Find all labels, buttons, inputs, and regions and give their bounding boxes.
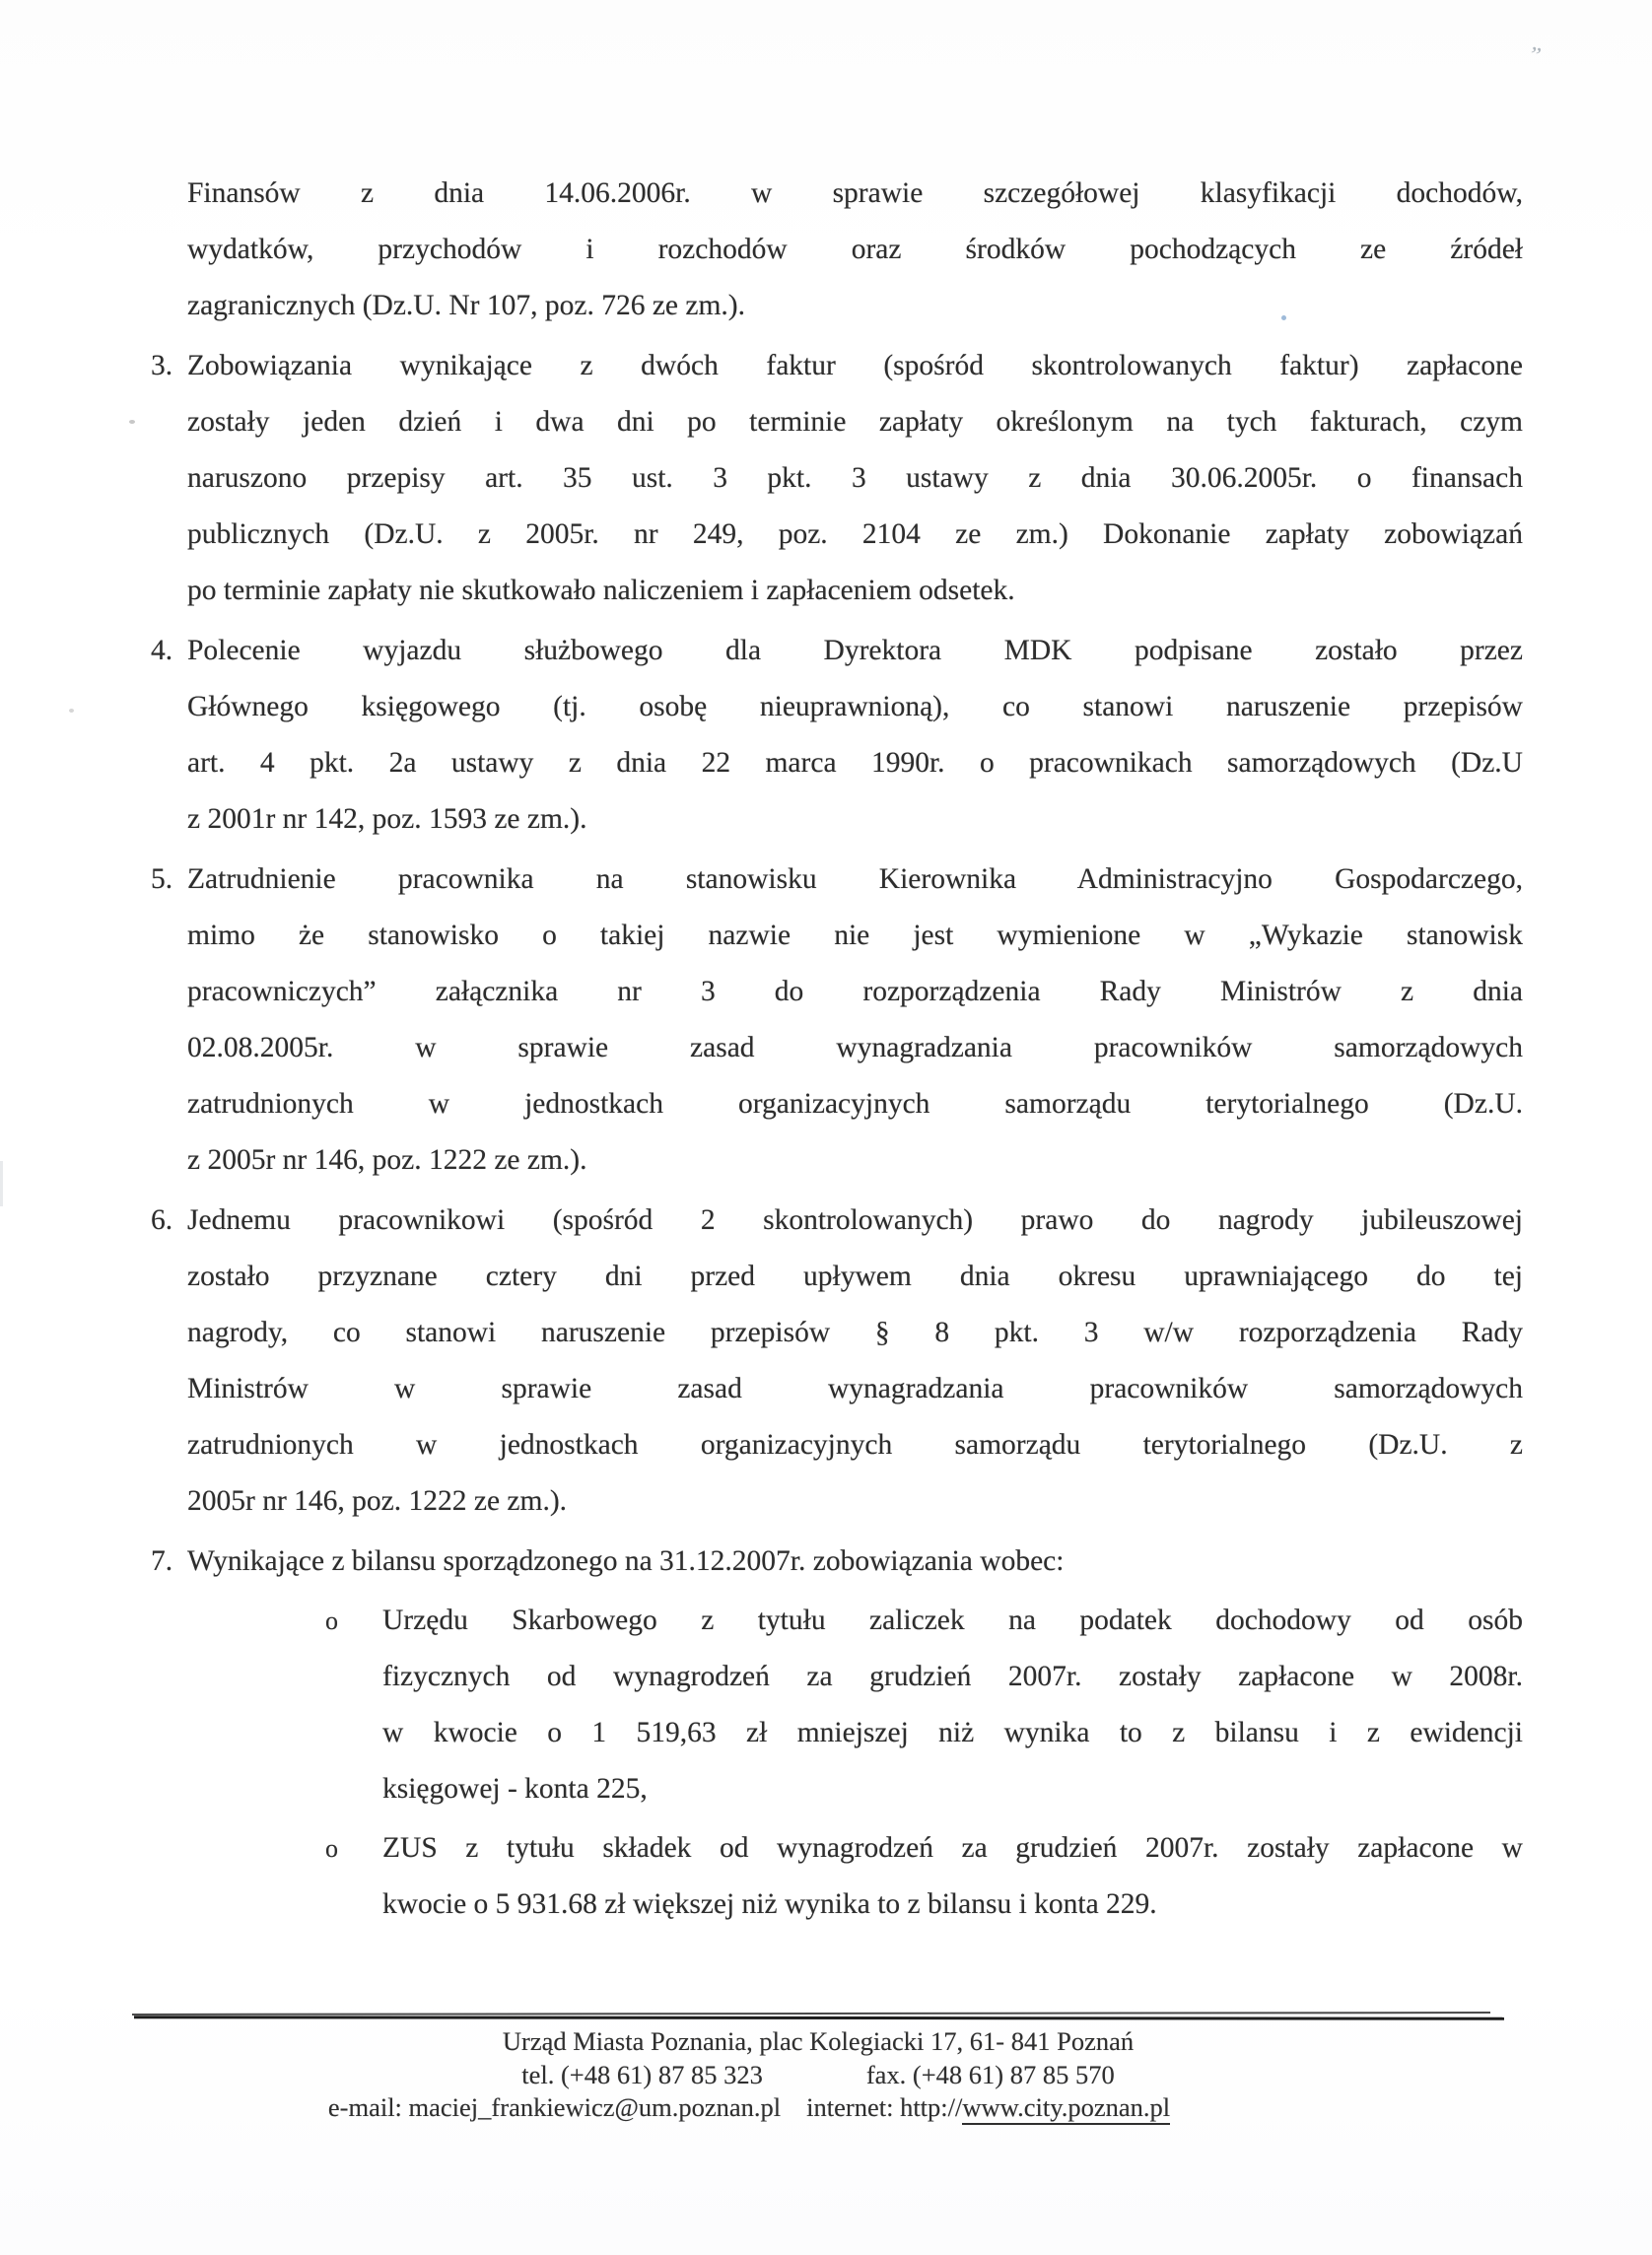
footer-email-line (59, 2091, 1439, 2125)
text-line: Finansów z dnia 14.06.2006r. w sprawie szczegółowej klasyfikacji dochodów, (187, 177, 1523, 209)
paragraph-continuation (187, 166, 1523, 334)
text-line: ZUS z tytułu składek od wynagrodzeń za grudzień 2007r. zostały zapłacone w (382, 1832, 1523, 1864)
footer-internet-label: internet: http:// (806, 2092, 963, 2122)
scan-speck (69, 709, 74, 713)
footer-tel-fax (128, 2059, 1508, 2092)
text-line: 2005r nr 146, poz. 1222 ze zm.). (187, 1485, 568, 1517)
text-line: Zatrudnienie pracownika na stanowisku Kierownika Administracyjno Gospodarczego, (187, 863, 1523, 895)
text-line: art. 4 pkt. 2a ustawy z dnia 22 marca 1990r. o pracownikach samorządowych (Dz.U (187, 747, 1523, 779)
scan-speck (129, 420, 135, 424)
list-item-5-number: 5. (151, 863, 173, 895)
list-item-7-number: 7. (151, 1545, 173, 1577)
footer-tel: tel. (+48 61) 87 85 323 (521, 2059, 763, 2089)
footer-email: e-mail: maciej_frankiewicz@um.poznan.pl (327, 2092, 782, 2122)
list-item-7 (151, 1534, 1523, 1590)
footer-divider (132, 2013, 1504, 2019)
scan-speck: ” (1527, 42, 1544, 70)
text-line: Jednemu pracownikowi (spośród 2 skontrolowanych) prawo do nagrody jubileuszowej (187, 1204, 1523, 1236)
text-line: 02.08.2005r. w sprawie zasad wynagradzania pracowników samorządowych (187, 1032, 1523, 1063)
text-line: zostało przyznane cztery dni przed upływem dnia okresu uprawniającego do tej (187, 1261, 1523, 1292)
footer-fax: fax. (+48 61) 87 85 570 (865, 2059, 1115, 2089)
list-item-3 (151, 338, 1523, 619)
list-item-6-number: 6. (151, 1204, 173, 1236)
text-line: z 2001r nr 142, poz. 1593 ze zm.). (187, 803, 587, 835)
text-line: zatrudnionych w jednostkach organizacyjnych samorządu terytorialnego (Dz.U. z (187, 1429, 1523, 1461)
text-line: fizycznych od wynagrodzeń za grudzień 2007r. zostały zapłacone w 2008r. (382, 1661, 1523, 1692)
text-line: Polecenie wyjazdu służbowego dla Dyrektora MDK podpisane zostało przez (187, 635, 1523, 666)
scan-speck (0, 1161, 3, 1206)
list-item-3-text (187, 338, 1523, 619)
text-line: Ministrów w sprawie zasad wynagradzania pracowników samorządowych (187, 1373, 1523, 1404)
text-line: Urzędu Skarbowego z tytułu zaliczek na podatek dochodowy od osób (382, 1605, 1523, 1636)
text-line: naruszono przepisy art. 35 ust. 3 pkt. 3 ustawy z dnia 30.06.2005r. o finansach (187, 462, 1523, 494)
text-line: księgowej - konta 225, (382, 1773, 648, 1805)
text-line: pracowniczych” załącznika nr 3 do rozporządzenia Rady Ministrów z dnia (187, 976, 1523, 1007)
list-item-4-number: 4. (151, 635, 173, 666)
document-body (151, 166, 1523, 1933)
circle-bullet-icon: o (325, 1606, 338, 1635)
text-line: mimo że stanowisko o takiej nazwie nie jest wymienione w „Wykazie stanowisk (187, 920, 1523, 951)
text-line: Wynikające z bilansu sporządzonego na 31.12.2007r. zobowiązania wobec: (187, 1545, 1065, 1577)
sub-item-urzad-skarbowy-text (382, 1593, 1523, 1817)
text-line: wydatków, przychodów i rozchodów oraz środków pochodzących ze źródeł (187, 234, 1523, 265)
text-line: zatrudnionych w jednostkach organizacyjnych samorządu terytorialnego (Dz.U. (187, 1088, 1523, 1120)
list-item-7-text (187, 1534, 1523, 1590)
list-item-6 (151, 1193, 1523, 1530)
text-line: Głównego księgowego (tj. osobę nieuprawnioną), co stanowi naruszenie przepisów (187, 691, 1523, 722)
circle-bullet-icon: o (325, 1834, 338, 1863)
text-line: po terminie zapłaty nie skutkowało naliczeniem i zapłaceniem odsetek. (187, 575, 1015, 606)
text-line: zostały jeden dzień i dwa dni po terminie zapłaty określonym na tych fakturach, czym (187, 406, 1523, 438)
list-item-6-text (187, 1193, 1523, 1530)
sub-item-zus-text (382, 1820, 1523, 1933)
text-line: nagrody, co stanowi naruszenie przepisów § 8 pkt. 3 w/w rozporządzenia Rady (187, 1317, 1523, 1348)
footer-internet-url: www.city.poznan.pl (962, 2092, 1170, 2125)
text-line: z 2005r nr 146, poz. 1222 ze zm.). (187, 1144, 587, 1176)
text-line: publicznych (Dz.U. z 2005r. nr 249, poz. 2104 ze zm.) Dokonanie zapłaty zobowiązań (187, 518, 1523, 550)
sub-item-zus (325, 1820, 1523, 1933)
list-item-4-text (187, 623, 1523, 848)
list-item-5-text (187, 852, 1523, 1189)
footer-address: Urząd Miasta Poznania, plac Kolegiacki 17, 61- 841 Poznań (502, 2026, 1135, 2056)
text-line: Zobowiązania wynikające z dwóch faktur (spośród skontrolowanych faktur) zapłacone (187, 350, 1523, 381)
list-item-3-number: 3. (151, 350, 173, 381)
text-line: w kwocie o 1 519,63 zł mniejszej niż wynika to z bilansu i z ewidencji (382, 1717, 1523, 1748)
list-item-4 (151, 623, 1523, 848)
page-footer (128, 2013, 1508, 2125)
sub-item-urzad-skarbowy (325, 1593, 1523, 1817)
list-item-5 (151, 852, 1523, 1189)
text-line: kwocie o 5 931.68 zł większej niż wynika to z bilansu i konta 229. (382, 1888, 1157, 1920)
text-line: zagranicznych (Dz.U. Nr 107, poz. 726 ze zm.). (187, 290, 746, 321)
